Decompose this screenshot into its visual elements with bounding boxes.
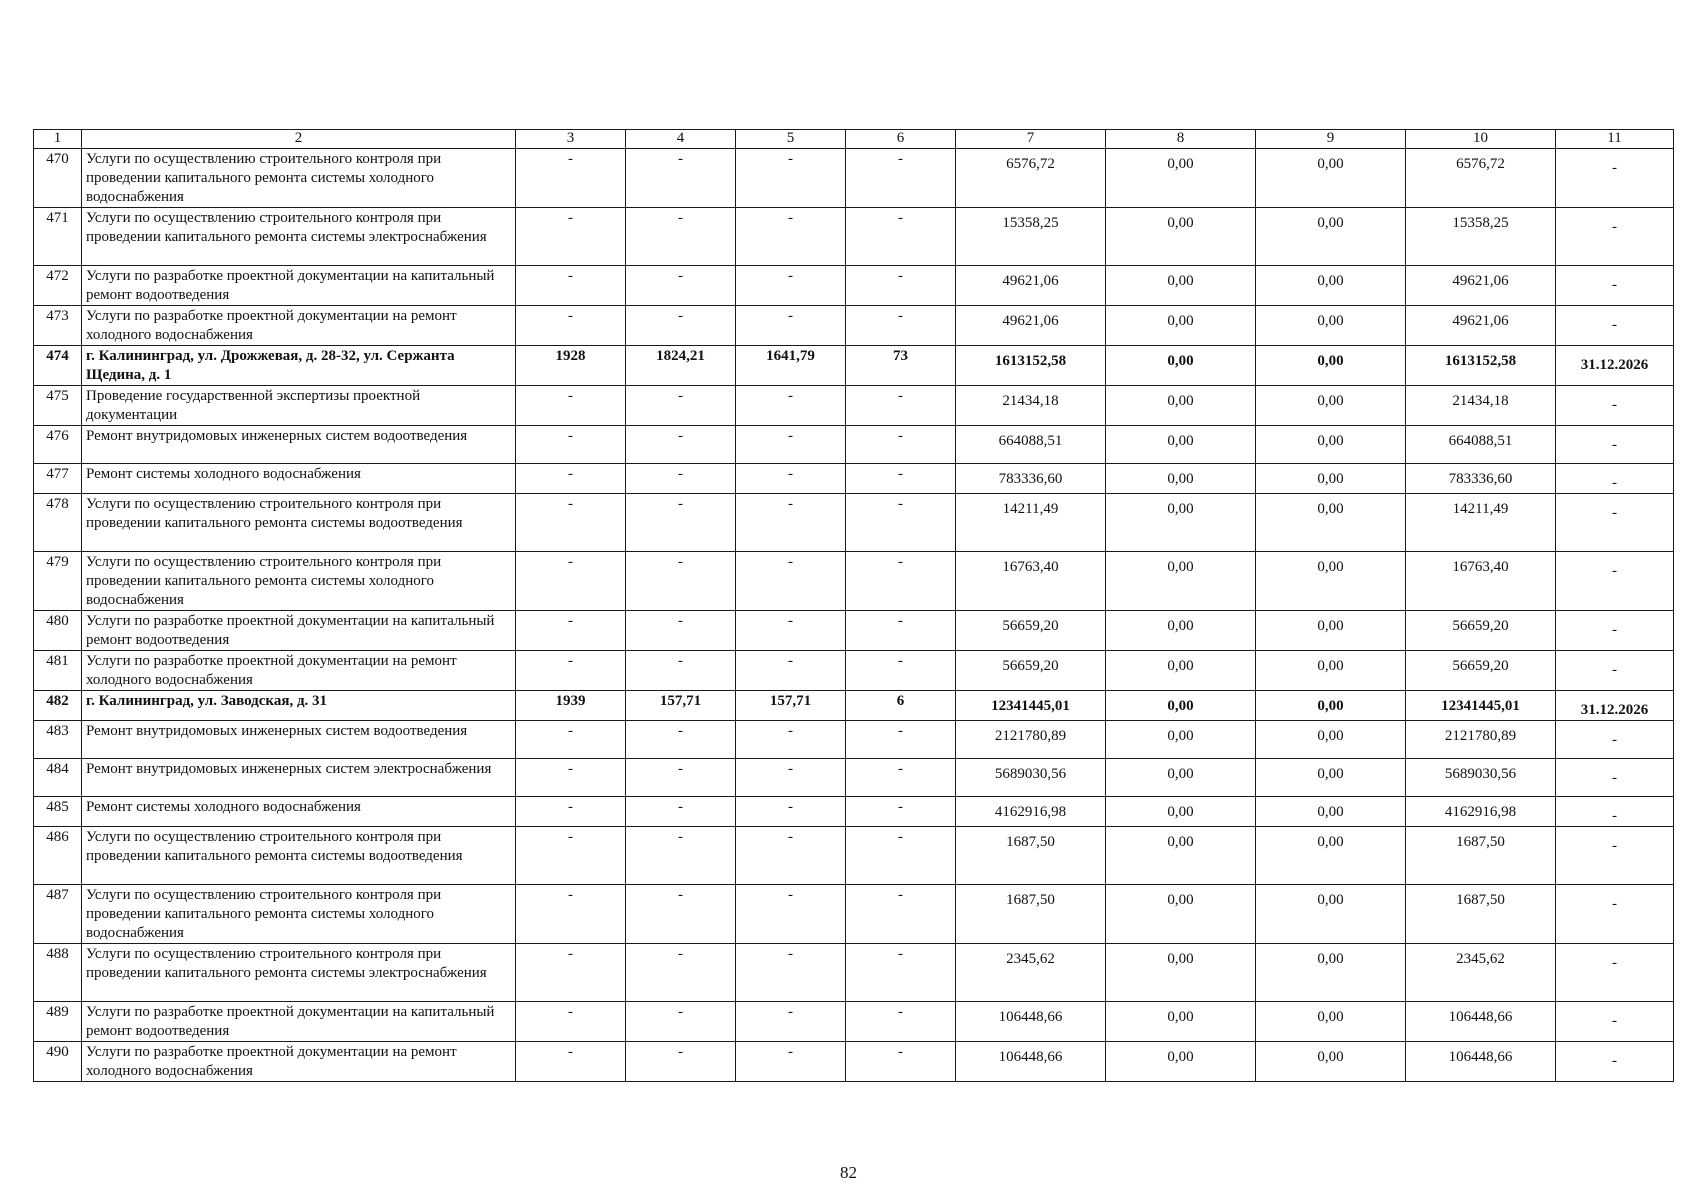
row-number: 490 — [34, 1042, 82, 1082]
cell-col-11: - — [1556, 426, 1674, 464]
cell-col-9: 0,00 — [1256, 1002, 1406, 1042]
cell-col-8: 0,00 — [1106, 721, 1256, 759]
cell-col-7: 14211,49 — [956, 494, 1106, 552]
cell-col-8: 0,00 — [1106, 691, 1256, 721]
cell-col-10: 1687,50 — [1406, 885, 1556, 944]
work-name: Услуги по осуществлению строительного контроля при проведении капитального ремонта системы холодного водоснабжения — [82, 552, 516, 611]
cell-col-5: - — [736, 306, 846, 346]
cell-col-7: 56659,20 — [956, 651, 1106, 691]
cell-col-3: - — [516, 759, 626, 797]
cell-col-11: - — [1556, 208, 1674, 266]
cell-col-6: - — [846, 306, 956, 346]
row-number: 488 — [34, 944, 82, 1002]
cell-col-3: - — [516, 464, 626, 494]
cell-col-9: 0,00 — [1256, 386, 1406, 426]
cell-col-4: - — [626, 1002, 736, 1042]
cell-col-5: - — [736, 1042, 846, 1082]
row-number: 471 — [34, 208, 82, 266]
cell-col-8: 0,00 — [1106, 797, 1256, 827]
cell-col-10: 12341445,01 — [1406, 691, 1556, 721]
cell-col-6: - — [846, 1042, 956, 1082]
cell-col-9: 0,00 — [1256, 759, 1406, 797]
cell-col-5: - — [736, 552, 846, 611]
cell-col-11: - — [1556, 1002, 1674, 1042]
column-header: 5 — [736, 130, 846, 149]
cell-col-10: 6576,72 — [1406, 149, 1556, 208]
cell-col-5: - — [736, 149, 846, 208]
cell-col-9: 0,00 — [1256, 149, 1406, 208]
cell-col-8: 0,00 — [1106, 552, 1256, 611]
cell-col-4: - — [626, 885, 736, 944]
cell-col-7: 2345,62 — [956, 944, 1106, 1002]
cell-col-11: - — [1556, 494, 1674, 552]
work-name: Услуги по разработке проектной документации на капитальный ремонт водоотведения — [82, 611, 516, 651]
cell-col-9: 0,00 — [1256, 611, 1406, 651]
cell-col-8: 0,00 — [1106, 1002, 1256, 1042]
cell-col-10: 5689030,56 — [1406, 759, 1556, 797]
cell-col-7: 49621,06 — [956, 266, 1106, 306]
cell-col-10: 664088,51 — [1406, 426, 1556, 464]
cell-col-10: 49621,06 — [1406, 266, 1556, 306]
cell-col-9: 0,00 — [1256, 552, 1406, 611]
cell-col-3: - — [516, 552, 626, 611]
cell-col-4: 1824,21 — [626, 346, 736, 386]
cell-col-9: 0,00 — [1256, 266, 1406, 306]
cell-col-7: 783336,60 — [956, 464, 1106, 494]
cell-col-5: - — [736, 386, 846, 426]
cell-col-10: 2345,62 — [1406, 944, 1556, 1002]
work-name: Услуги по осуществлению строительного контроля при проведении капитального ремонта системы электроснабжения — [82, 208, 516, 266]
cell-col-8: 0,00 — [1106, 651, 1256, 691]
table-row — [34, 721, 1674, 759]
page-number: 82 — [840, 1163, 857, 1182]
cell-col-11: - — [1556, 797, 1674, 827]
cell-col-4: - — [626, 306, 736, 346]
work-name: Услуги по осуществлению строительного контроля при проведении капитального ремонта системы электроснабжения — [82, 944, 516, 1002]
work-name: Проведение государственной экспертизы проектной документации — [82, 386, 516, 426]
cell-col-3: - — [516, 651, 626, 691]
cell-col-5: - — [736, 426, 846, 464]
cell-col-3: - — [516, 149, 626, 208]
table-header-row — [34, 130, 1674, 149]
cell-col-9: 0,00 — [1256, 721, 1406, 759]
cell-col-6: 6 — [846, 691, 956, 721]
row-number: 481 — [34, 651, 82, 691]
cell-col-10: 783336,60 — [1406, 464, 1556, 494]
cell-col-8: 0,00 — [1106, 386, 1256, 426]
cell-col-4: - — [626, 651, 736, 691]
cell-col-7: 12341445,01 — [956, 691, 1106, 721]
work-name: Услуги по разработке проектной документации на капитальный ремонт водоотведения — [82, 1002, 516, 1042]
cell-col-8: 0,00 — [1106, 266, 1256, 306]
row-number: 482 — [34, 691, 82, 721]
cell-col-6: - — [846, 944, 956, 1002]
cell-col-3: - — [516, 721, 626, 759]
cell-col-10: 106448,66 — [1406, 1002, 1556, 1042]
cell-col-7: 5689030,56 — [956, 759, 1106, 797]
table-row — [34, 494, 1674, 552]
cell-col-6: 73 — [846, 346, 956, 386]
table-row — [34, 552, 1674, 611]
cell-col-3: - — [516, 266, 626, 306]
cell-col-3: - — [516, 208, 626, 266]
cell-col-4: - — [626, 552, 736, 611]
cell-col-9: 0,00 — [1256, 691, 1406, 721]
column-header: 3 — [516, 130, 626, 149]
cell-col-8: 0,00 — [1106, 494, 1256, 552]
table-row — [34, 827, 1674, 885]
cell-col-11: 31.12.2026 — [1556, 346, 1674, 386]
cell-col-6: - — [846, 266, 956, 306]
row-number: 476 — [34, 426, 82, 464]
work-name: Ремонт внутридомовых инженерных систем водоотведения — [82, 721, 516, 759]
column-header: 7 — [956, 130, 1106, 149]
row-number: 480 — [34, 611, 82, 651]
cell-col-11: - — [1556, 759, 1674, 797]
cell-col-11: - — [1556, 552, 1674, 611]
cell-col-5: - — [736, 759, 846, 797]
table-row — [34, 426, 1674, 464]
cell-col-10: 21434,18 — [1406, 386, 1556, 426]
cell-col-5: - — [736, 827, 846, 885]
cell-col-6: - — [846, 611, 956, 651]
cell-col-10: 49621,06 — [1406, 306, 1556, 346]
column-header: 10 — [1406, 130, 1556, 149]
cell-col-10: 56659,20 — [1406, 611, 1556, 651]
column-header: 8 — [1106, 130, 1256, 149]
cell-col-9: 0,00 — [1256, 797, 1406, 827]
row-number: 484 — [34, 759, 82, 797]
cell-col-8: 0,00 — [1106, 149, 1256, 208]
row-number: 483 — [34, 721, 82, 759]
cell-col-3: - — [516, 426, 626, 464]
cell-col-11: - — [1556, 885, 1674, 944]
work-name: г. Калининград, ул. Дрожжевая, д. 28-32, ул. Сержанта Щедина, д. 1 — [82, 346, 516, 386]
work-name: Ремонт внутридомовых инженерных систем электроснабжения — [82, 759, 516, 797]
cell-col-9: 0,00 — [1256, 208, 1406, 266]
cell-col-4: - — [626, 494, 736, 552]
cell-col-3: 1939 — [516, 691, 626, 721]
table-row — [34, 611, 1674, 651]
cell-col-9: 0,00 — [1256, 464, 1406, 494]
cell-col-3: 1928 — [516, 346, 626, 386]
cell-col-7: 21434,18 — [956, 386, 1106, 426]
address-row — [34, 346, 1674, 386]
column-header: 9 — [1256, 130, 1406, 149]
table-row — [34, 386, 1674, 426]
cell-col-5: - — [736, 885, 846, 944]
cell-col-9: 0,00 — [1256, 827, 1406, 885]
cell-col-11: 31.12.2026 — [1556, 691, 1674, 721]
cell-col-6: - — [846, 208, 956, 266]
cell-col-6: - — [846, 759, 956, 797]
cell-col-3: - — [516, 611, 626, 651]
row-number: 472 — [34, 266, 82, 306]
cell-col-7: 1613152,58 — [956, 346, 1106, 386]
cell-col-9: 0,00 — [1256, 346, 1406, 386]
cell-col-4: - — [626, 149, 736, 208]
cell-col-7: 106448,66 — [956, 1002, 1106, 1042]
cell-col-5: - — [736, 944, 846, 1002]
row-number: 475 — [34, 386, 82, 426]
cell-col-11: - — [1556, 149, 1674, 208]
cell-col-6: - — [846, 721, 956, 759]
cell-col-8: 0,00 — [1106, 944, 1256, 1002]
work-name: Услуги по разработке проектной документации на ремонт холодного водоснабжения — [82, 306, 516, 346]
cell-col-3: - — [516, 797, 626, 827]
table-row — [34, 944, 1674, 1002]
work-name: Услуги по осуществлению строительного контроля при проведении капитального ремонта системы холодного водоснабжения — [82, 149, 516, 208]
column-header: 4 — [626, 130, 736, 149]
work-name: Услуги по разработке проектной документации на ремонт холодного водоснабжения — [82, 651, 516, 691]
table-row — [34, 1042, 1674, 1082]
cell-col-3: - — [516, 306, 626, 346]
column-header: 1 — [34, 130, 82, 149]
cell-col-7: 16763,40 — [956, 552, 1106, 611]
cell-col-11: - — [1556, 827, 1674, 885]
work-name: Услуги по разработке проектной документации на капитальный ремонт водоотведения — [82, 266, 516, 306]
cell-col-8: 0,00 — [1106, 611, 1256, 651]
row-number: 485 — [34, 797, 82, 827]
cell-col-11: - — [1556, 611, 1674, 651]
address-row — [34, 691, 1674, 721]
cell-col-3: - — [516, 1042, 626, 1082]
cell-col-5: - — [736, 721, 846, 759]
cell-col-11: - — [1556, 306, 1674, 346]
cell-col-6: - — [846, 426, 956, 464]
cell-col-10: 106448,66 — [1406, 1042, 1556, 1082]
row-number: 486 — [34, 827, 82, 885]
cell-col-5: - — [736, 797, 846, 827]
cell-col-11: - — [1556, 651, 1674, 691]
cell-col-7: 106448,66 — [956, 1042, 1106, 1082]
cell-col-7: 1687,50 — [956, 885, 1106, 944]
cell-col-3: - — [516, 1002, 626, 1042]
cell-col-6: - — [846, 885, 956, 944]
cell-col-3: - — [516, 827, 626, 885]
work-name: Услуги по осуществлению строительного контроля при проведении капитального ремонта системы водоотведения — [82, 827, 516, 885]
cell-col-6: - — [846, 494, 956, 552]
cell-col-3: - — [516, 944, 626, 1002]
cell-col-9: 0,00 — [1256, 306, 1406, 346]
column-header: 11 — [1556, 130, 1674, 149]
cell-col-5: - — [736, 1002, 846, 1042]
row-number: 470 — [34, 149, 82, 208]
row-number: 474 — [34, 346, 82, 386]
cell-col-3: - — [516, 386, 626, 426]
cell-col-6: - — [846, 386, 956, 426]
cell-col-9: 0,00 — [1256, 651, 1406, 691]
cell-col-5: - — [736, 611, 846, 651]
cell-col-10: 14211,49 — [1406, 494, 1556, 552]
cell-col-5: 157,71 — [736, 691, 846, 721]
cell-col-10: 1613152,58 — [1406, 346, 1556, 386]
row-number: 477 — [34, 464, 82, 494]
cell-col-4: - — [626, 208, 736, 266]
cell-col-10: 16763,40 — [1406, 552, 1556, 611]
cell-col-4: - — [626, 721, 736, 759]
cell-col-7: 49621,06 — [956, 306, 1106, 346]
cell-col-8: 0,00 — [1106, 827, 1256, 885]
cell-col-10: 1687,50 — [1406, 827, 1556, 885]
cell-col-9: 0,00 — [1256, 426, 1406, 464]
cell-col-7: 664088,51 — [956, 426, 1106, 464]
cell-col-4: - — [626, 386, 736, 426]
cell-col-9: 0,00 — [1256, 944, 1406, 1002]
work-name: Ремонт внутридомовых инженерных систем водоотведения — [82, 426, 516, 464]
cell-col-10: 15358,25 — [1406, 208, 1556, 266]
cell-col-8: 0,00 — [1106, 208, 1256, 266]
cell-col-4: 157,71 — [626, 691, 736, 721]
cell-col-11: - — [1556, 721, 1674, 759]
cell-col-8: 0,00 — [1106, 885, 1256, 944]
cell-col-4: - — [626, 827, 736, 885]
cell-col-6: - — [846, 464, 956, 494]
work-name: Услуги по осуществлению строительного контроля при проведении капитального ремонта системы холодного водоснабжения — [82, 885, 516, 944]
cell-col-3: - — [516, 885, 626, 944]
cell-col-11: - — [1556, 266, 1674, 306]
cell-col-4: - — [626, 426, 736, 464]
row-number: 473 — [34, 306, 82, 346]
cell-col-6: - — [846, 149, 956, 208]
table-row — [34, 885, 1674, 944]
cell-col-10: 56659,20 — [1406, 651, 1556, 691]
cell-col-6: - — [846, 552, 956, 611]
work-name: Услуги по разработке проектной документации на ремонт холодного водоснабжения — [82, 1042, 516, 1082]
cell-col-11: - — [1556, 1042, 1674, 1082]
row-number: 479 — [34, 552, 82, 611]
table-row — [34, 1002, 1674, 1042]
cell-col-8: 0,00 — [1106, 426, 1256, 464]
cell-col-5: - — [736, 266, 846, 306]
table-row — [34, 464, 1674, 494]
cell-col-7: 56659,20 — [956, 611, 1106, 651]
table-row — [34, 759, 1674, 797]
cell-col-6: - — [846, 827, 956, 885]
cell-col-4: - — [626, 611, 736, 651]
table-body — [34, 149, 1674, 1082]
table-row — [34, 797, 1674, 827]
work-name: Ремонт системы холодного водоснабжения — [82, 797, 516, 827]
cell-col-7: 6576,72 — [956, 149, 1106, 208]
cell-col-11: - — [1556, 386, 1674, 426]
cell-col-8: 0,00 — [1106, 464, 1256, 494]
row-number: 487 — [34, 885, 82, 944]
cell-col-9: 0,00 — [1256, 494, 1406, 552]
cell-col-5: - — [736, 464, 846, 494]
cell-col-7: 4162916,98 — [956, 797, 1106, 827]
cell-col-4: - — [626, 1042, 736, 1082]
table-row — [34, 306, 1674, 346]
table-row — [34, 149, 1674, 208]
cell-col-4: - — [626, 759, 736, 797]
cell-col-4: - — [626, 944, 736, 1002]
table-row — [34, 208, 1674, 266]
cell-col-7: 15358,25 — [956, 208, 1106, 266]
column-header: 2 — [82, 130, 516, 149]
cell-col-4: - — [626, 266, 736, 306]
cell-col-8: 0,00 — [1106, 759, 1256, 797]
row-number: 478 — [34, 494, 82, 552]
cell-col-8: 0,00 — [1106, 1042, 1256, 1082]
table-row — [34, 266, 1674, 306]
cell-col-11: - — [1556, 464, 1674, 494]
cell-col-9: 0,00 — [1256, 1042, 1406, 1082]
cell-col-4: - — [626, 464, 736, 494]
cell-col-11: - — [1556, 944, 1674, 1002]
work-name: Ремонт системы холодного водоснабжения — [82, 464, 516, 494]
cell-col-7: 1687,50 — [956, 827, 1106, 885]
cell-col-3: - — [516, 494, 626, 552]
cell-col-10: 4162916,98 — [1406, 797, 1556, 827]
cell-col-8: 0,00 — [1106, 306, 1256, 346]
cell-col-8: 0,00 — [1106, 346, 1256, 386]
cell-col-5: 1641,79 — [736, 346, 846, 386]
works-table — [33, 129, 1674, 1082]
column-header: 6 — [846, 130, 956, 149]
cell-col-6: - — [846, 651, 956, 691]
cell-col-10: 2121780,89 — [1406, 721, 1556, 759]
cell-col-5: - — [736, 651, 846, 691]
row-number: 489 — [34, 1002, 82, 1042]
cell-col-7: 2121780,89 — [956, 721, 1106, 759]
cell-col-9: 0,00 — [1256, 885, 1406, 944]
cell-col-5: - — [736, 208, 846, 266]
cell-col-6: - — [846, 797, 956, 827]
cell-col-4: - — [626, 797, 736, 827]
cell-col-6: - — [846, 1002, 956, 1042]
table-row — [34, 651, 1674, 691]
work-name: Услуги по осуществлению строительного контроля при проведении капитального ремонта системы водоотведения — [82, 494, 516, 552]
cell-col-5: - — [736, 494, 846, 552]
work-name: г. Калининград, ул. Заводская, д. 31 — [82, 691, 516, 721]
